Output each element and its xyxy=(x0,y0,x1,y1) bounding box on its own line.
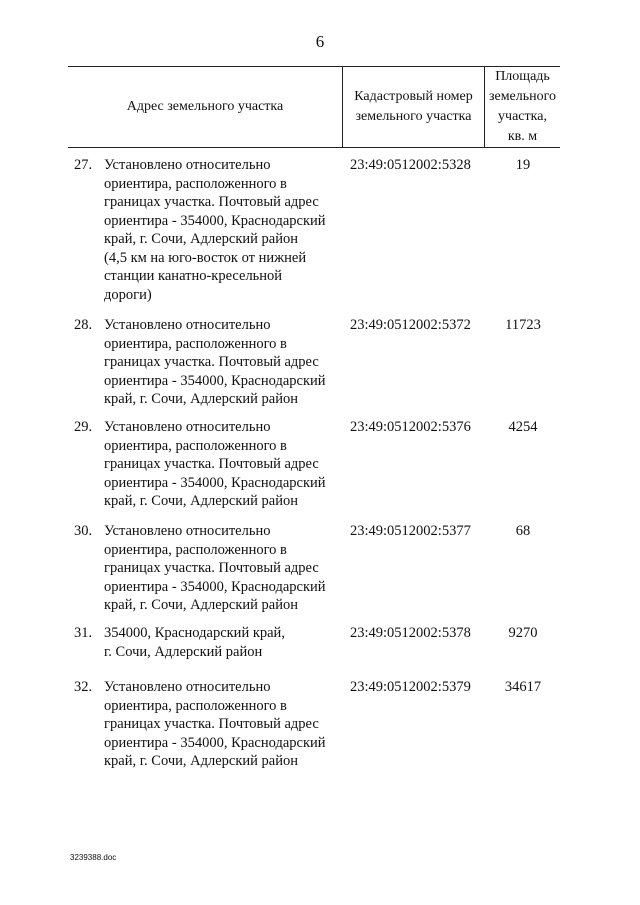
address-line: ориентира, расположенного в xyxy=(104,541,287,558)
address-line: край, г. Сочи, Адлерский район xyxy=(104,231,299,247)
row-area: 4254 xyxy=(508,419,538,435)
address-line: край, г. Сочи, Адлерский район xyxy=(104,753,299,769)
row-area: 34617 xyxy=(504,679,542,695)
address-line: 354000, Краснодарский край, xyxy=(104,625,285,641)
row-address xyxy=(104,418,344,511)
header-address: Адрес земельного участка xyxy=(126,99,284,114)
address-line: г. Сочи, Адлерский район xyxy=(104,643,263,660)
row-area: 11723 xyxy=(505,317,541,333)
address-line: ориентира - 354000, Краснодарский xyxy=(104,734,326,751)
row-address xyxy=(104,624,344,661)
header-area xyxy=(485,67,560,147)
header-area-line: Площадь xyxy=(495,69,550,84)
table-header xyxy=(68,66,560,148)
row-area: 19 xyxy=(515,157,531,173)
header-cadastral-line: Кадастровый номер xyxy=(354,89,473,104)
row-number: 32. xyxy=(74,679,93,695)
address-line: (4,5 км на юго-восток от нижней xyxy=(104,249,307,266)
row-number: 30. xyxy=(74,523,93,539)
header-area-line: земельного xyxy=(488,89,557,104)
address-line: границах участка. Почтовый адрес xyxy=(104,560,319,576)
header-cadastral-line: земельного участка xyxy=(355,109,472,124)
address-line: Установлено относительно xyxy=(104,317,271,333)
land-plots-table xyxy=(68,66,560,769)
row-cadastral-number: 23:49:0512002:5376 xyxy=(350,419,471,435)
address-line: ориентира - 354000, Краснодарский xyxy=(104,212,326,229)
address-line: границах участка. Почтовый адрес xyxy=(104,354,319,370)
address-line: Установлено относительно xyxy=(104,419,271,435)
address-line: дороги) xyxy=(104,286,152,303)
row-address xyxy=(104,156,344,304)
row-number: 27. xyxy=(74,157,93,173)
address-line: ориентира, расположенного в xyxy=(104,697,287,714)
address-line: ориентира, расположенного в xyxy=(104,335,287,352)
row-area: 68 xyxy=(515,523,531,539)
page-number: 6 xyxy=(315,32,325,51)
header-area-line: кв. м xyxy=(507,129,538,144)
row-number: 28. xyxy=(74,317,93,333)
row-cadastral-number: 23:49:0512002:5377 xyxy=(350,523,471,539)
row-cadastral-number: 23:49:0512002:5328 xyxy=(350,157,471,173)
row-number: 31. xyxy=(74,625,93,641)
address-line: край, г. Сочи, Адлерский район xyxy=(104,391,299,407)
address-line: границах участка. Почтовый адрес xyxy=(104,716,319,732)
address-line: границах участка. Почтовый адрес xyxy=(104,456,319,472)
address-line: Установлено относительно xyxy=(104,523,271,539)
address-line: ориентира - 354000, Краснодарский xyxy=(104,372,326,389)
address-line: Установлено относительно xyxy=(104,679,271,695)
row-area: 9270 xyxy=(508,625,538,641)
header-area-line: участка, xyxy=(498,109,547,124)
row-address xyxy=(104,678,344,771)
address-line: ориентира, расположенного в xyxy=(104,437,287,454)
row-address xyxy=(104,316,344,409)
row-address xyxy=(104,522,344,615)
address-line: край, г. Сочи, Адлерский район xyxy=(104,597,299,613)
document-code: 3239388.doc xyxy=(70,853,117,862)
row-cadastral-number: 23:49:0512002:5378 xyxy=(350,625,471,641)
row-cadastral-number: 23:49:0512002:5372 xyxy=(350,317,471,333)
address-line: Установлено относительно xyxy=(104,157,271,173)
row-number: 29. xyxy=(74,419,93,435)
address-line: край, г. Сочи, Адлерский район xyxy=(104,493,299,509)
address-line: станции канатно-кресельной xyxy=(104,268,283,284)
address-line: ориентира - 354000, Краснодарский xyxy=(104,578,326,595)
header-cadastral xyxy=(343,67,484,147)
address-line: границах участка. Почтовый адрес xyxy=(104,194,319,210)
address-line: ориентира - 354000, Краснодарский xyxy=(104,474,326,491)
row-cadastral-number: 23:49:0512002:5379 xyxy=(350,679,471,695)
address-line: ориентира, расположенного в xyxy=(104,175,287,192)
